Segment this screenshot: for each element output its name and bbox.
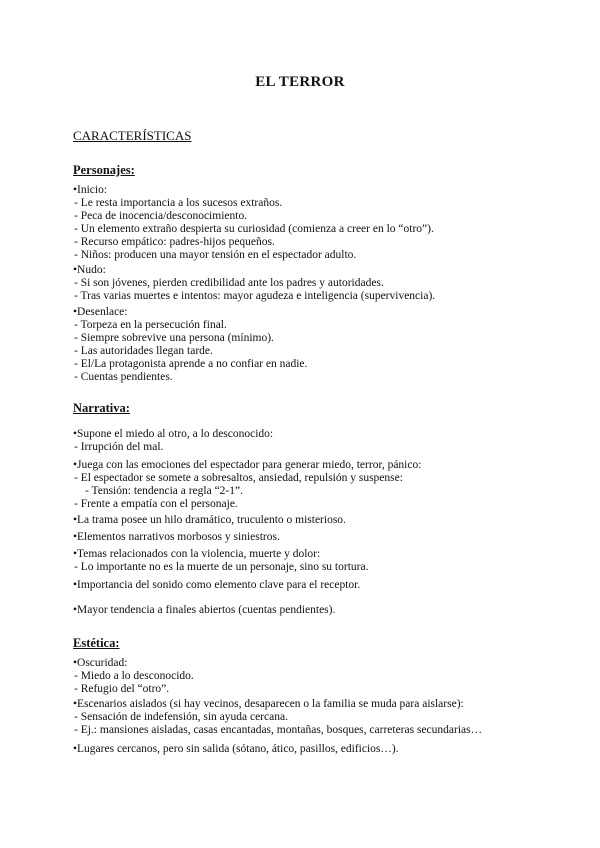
list-item: - Refugio del “otro”. <box>74 683 170 695</box>
narrativa-p6-block <box>73 579 543 592</box>
list-item: - Miedo a lo desconocido. <box>74 670 194 682</box>
narrativa-p2-block <box>73 459 543 511</box>
list-item: - Sensación de indefensión, sin ayuda cercana. <box>74 711 288 723</box>
paragraph-bullet: •La trama posee un hilo dramático, truculento o misterioso. <box>73 514 346 526</box>
estetica-p1-block <box>73 657 543 696</box>
list-item: - Le resta importancia a los sucesos extraños. <box>74 197 283 209</box>
list-item: - Siempre sobrevive una persona (mínimo). <box>74 332 274 344</box>
document-title: EL TERROR <box>255 74 345 90</box>
paragraph-bullet: •Oscuridad: <box>73 657 128 669</box>
inicio-label: •Inicio: <box>73 184 108 196</box>
personajes-inicio-block <box>73 184 543 262</box>
paragraph-bullet: •Temas relacionados con la violencia, muerte y dolor: <box>73 548 321 560</box>
paragraph-bullet: •Importancia del sonido como elemento clave para el receptor. <box>73 579 361 591</box>
paragraph-bullet: •Mayor tendencia a finales abiertos (cuentas pendientes). <box>73 604 336 616</box>
document-subtitle: CARACTERÍSTICAS <box>73 128 192 143</box>
estetica-p2-block <box>73 698 543 737</box>
narrativa-p5-block <box>73 548 543 574</box>
paragraph-bullet: •Lugares cercanos, pero sin salida (sótano, ático, pasillos, edificios…). <box>73 743 399 755</box>
list-item: - Frente a empatía con el personaje. <box>74 498 238 510</box>
list-item: - Si son jóvenes, pierden credibilidad ante los padres y autoridades. <box>74 277 384 289</box>
list-item: - Niños: producen una mayor tensión en el espectador adulto. <box>74 249 357 261</box>
personajes-nudo-block <box>73 264 543 303</box>
paragraph-bullet: •Escenarios aislados (si hay vecinos, desaparecen o la familia se muda para aislarse): <box>73 698 464 710</box>
desenlace-label: •Desenlace: <box>73 306 128 318</box>
section-heading-personajes: Personajes: <box>73 163 135 177</box>
list-item: - El espectador se somete a sobresaltos, ansiedad, repulsión y suspense: <box>74 472 403 484</box>
list-item: - Tras varias muertes e intentos: mayor agudeza e inteligencia (supervivencia). <box>74 290 436 302</box>
list-item: - Recurso empático: padres-hijos pequeños. <box>74 236 275 248</box>
narrativa-p7-block <box>73 604 543 617</box>
list-item: - Lo importante no es la muerte de un personaje, sino su tortura. <box>74 561 369 573</box>
section-heading-estetica: Estética: <box>73 636 120 650</box>
list-item: - Ej.: mansiones aisladas, casas encantadas, montañas, bosques, carreteras secundarias… <box>74 724 483 736</box>
list-item: - El/La protagonista aprende a no confiar en nadie. <box>74 358 308 370</box>
list-item: - Las autoridades llegan tarde. <box>74 345 213 357</box>
list-subitem: - Tensión: tendencia a regla “2-1”. <box>85 485 243 497</box>
narrativa-p3-block <box>73 514 543 527</box>
nudo-label: •Nudo: <box>73 264 106 276</box>
personajes-desenlace-block <box>73 306 543 384</box>
estetica-p3-block <box>73 743 543 756</box>
narrativa-p4-block <box>73 531 543 544</box>
list-item: - Irrupción del mal. <box>74 441 164 453</box>
narrativa-p1-block <box>73 428 543 454</box>
paragraph-bullet: •Supone el miedo al otro, a lo desconocido: <box>73 428 274 440</box>
list-item: - Torpeza en la persecución final. <box>74 319 227 331</box>
list-item: - Cuentas pendientes. <box>74 371 173 383</box>
list-item: - Peca de inocencia/desconocimiento. <box>74 210 248 222</box>
section-heading-narrativa: Narrativa: <box>73 401 130 415</box>
paragraph-bullet: •Juega con las emociones del espectador para generar miedo, terror, pánico: <box>73 459 422 471</box>
paragraph-bullet: •Elementos narrativos morbosos y siniestros. <box>73 531 280 543</box>
list-item: - Un elemento extraño despierta su curiosidad (comienza a creer en lo “otro”). <box>74 223 434 235</box>
